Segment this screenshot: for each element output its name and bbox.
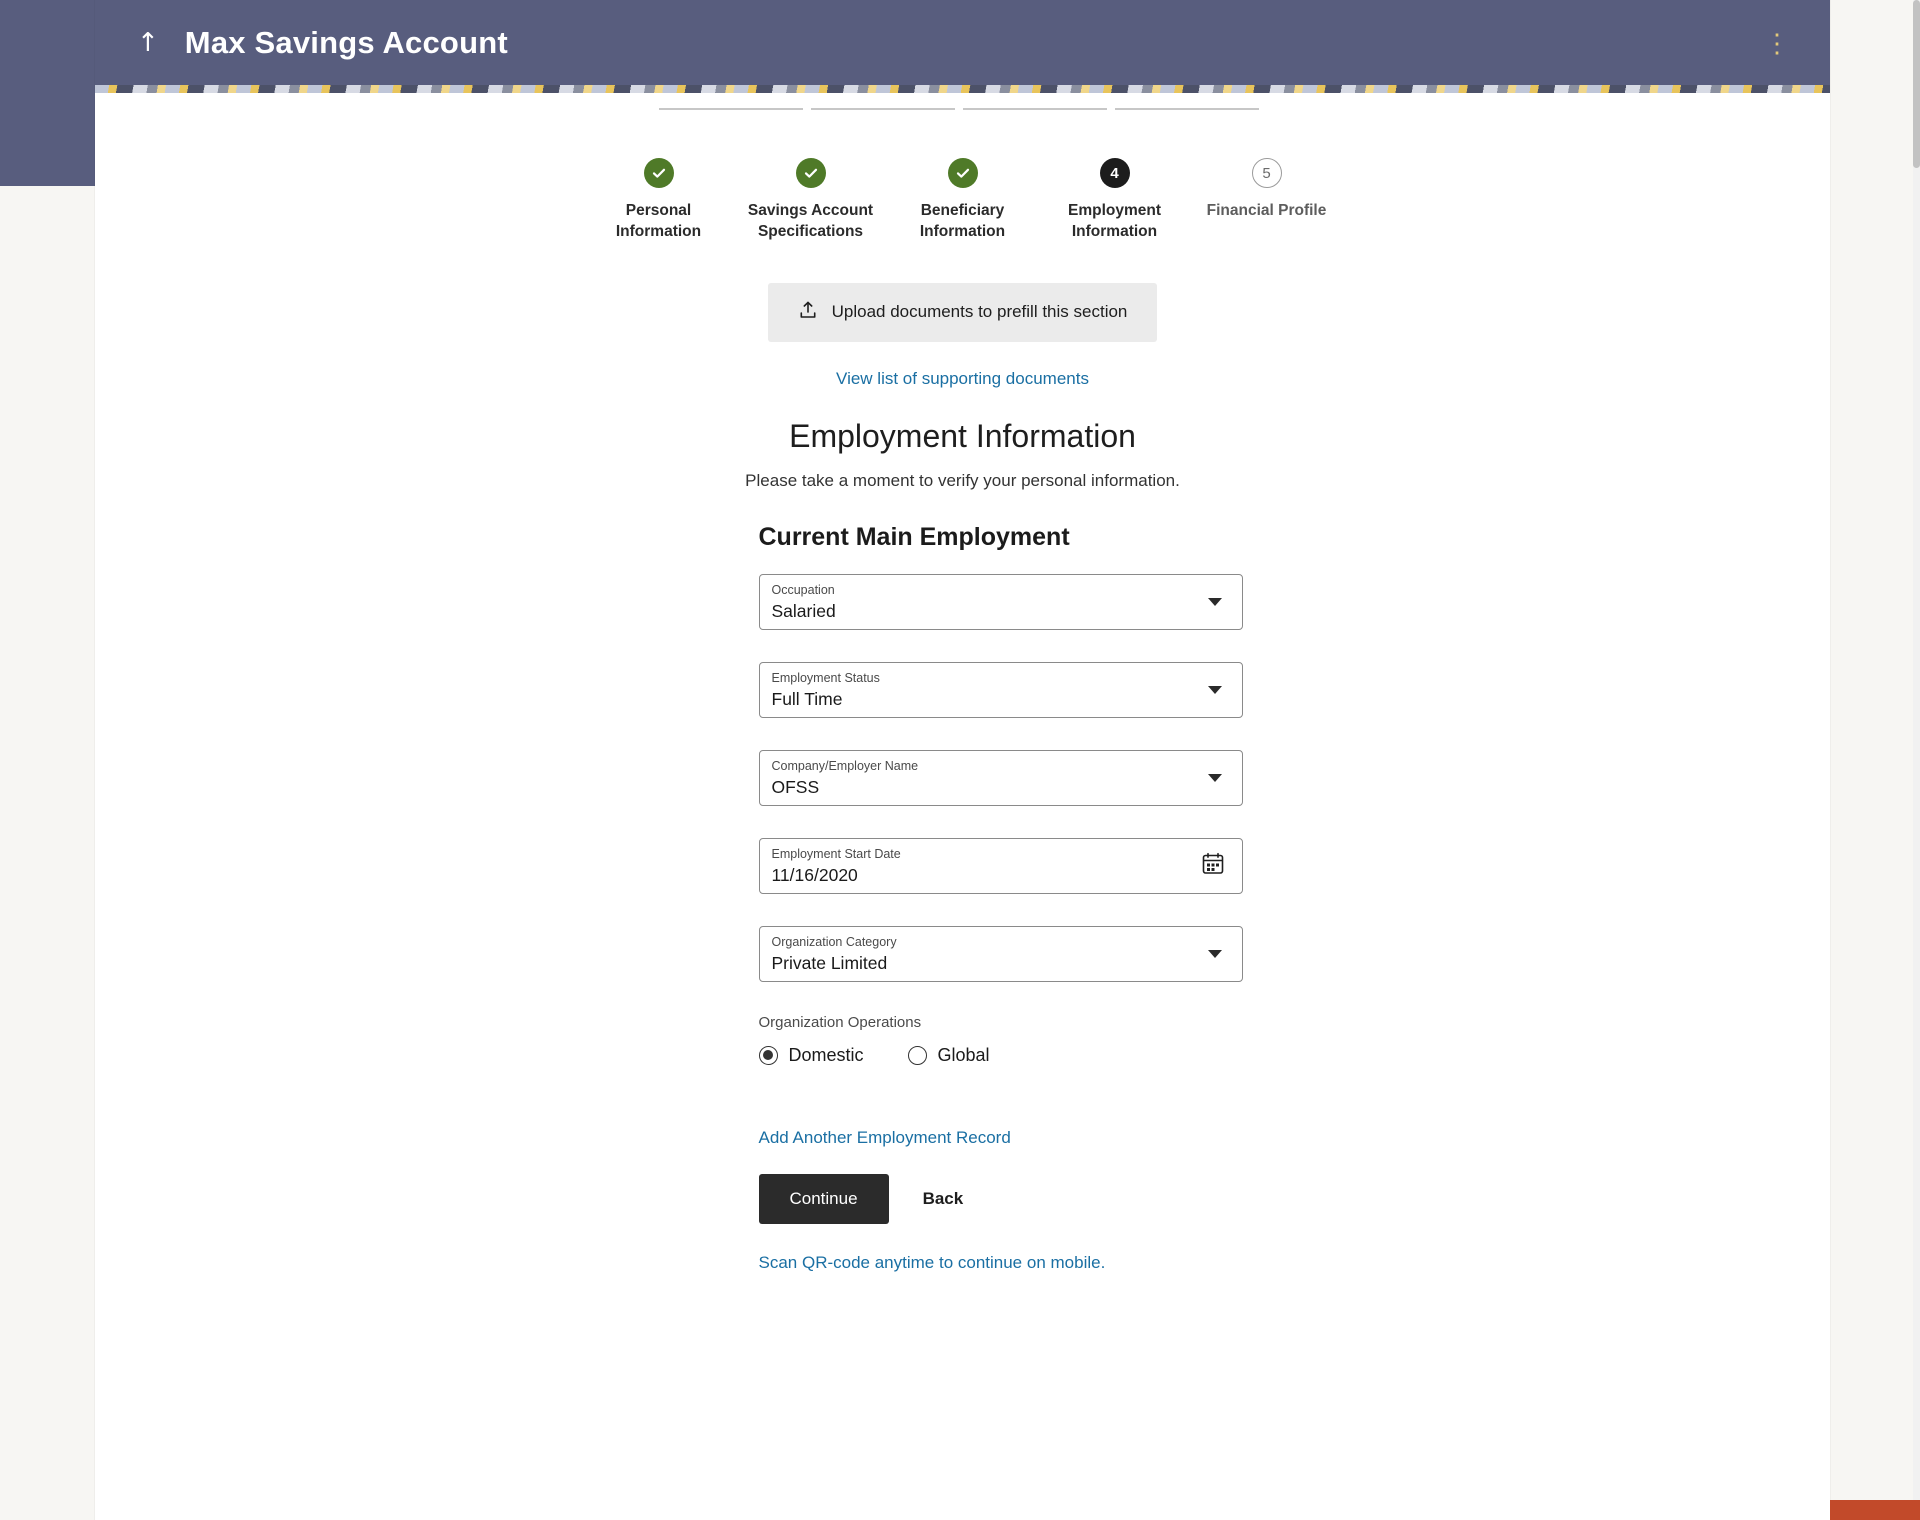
organization-operations-label: Organization Operations xyxy=(758,1013,922,1031)
step-status-icon xyxy=(644,158,674,188)
step-number: 4 xyxy=(1100,158,1130,188)
upload-section xyxy=(95,283,1830,342)
organization-category-label: Organization Category xyxy=(771,934,897,949)
radio-domestic[interactable] xyxy=(759,1045,864,1066)
scrollbar-track[interactable] xyxy=(1913,0,1920,1520)
step-connector xyxy=(1115,108,1259,110)
organization-operations-group xyxy=(759,1045,1299,1066)
section-title: Employment Information xyxy=(789,417,1136,454)
chevron-down-icon[interactable] xyxy=(1208,686,1222,694)
step-status-icon xyxy=(796,158,826,188)
chevron-down-icon[interactable] xyxy=(1208,950,1222,958)
left-accent-band xyxy=(0,0,95,186)
form-actions xyxy=(759,1174,1299,1224)
employment-status-label: Employment Status xyxy=(771,670,880,685)
upload-icon xyxy=(798,300,818,325)
continue-button[interactable]: Continue xyxy=(759,1174,889,1224)
form-group-title: Current Main Employment xyxy=(758,522,1070,551)
step-label: Savings Account Specifications xyxy=(747,202,874,240)
application-window xyxy=(95,0,1830,1520)
employment-start-date-value: 11/16/2020 xyxy=(771,864,858,885)
employment-start-date-field[interactable] xyxy=(759,838,1243,894)
company-employer-value: OFSS xyxy=(771,776,820,797)
company-employer-label: Company/Employer Name xyxy=(771,758,919,773)
upload-button-label: Upload documents to prefill this section xyxy=(831,302,1128,322)
step-label: Personal Information xyxy=(615,202,702,240)
occupation-label: Occupation xyxy=(771,582,835,597)
up-arrow-icon[interactable]: ↑ xyxy=(137,27,159,58)
company-employer-select[interactable] xyxy=(759,750,1243,806)
chevron-down-icon[interactable] xyxy=(1208,598,1222,606)
progress-stepper xyxy=(583,93,1343,243)
step-beneficiary-information[interactable] xyxy=(887,158,1039,243)
step-label: Beneficiary Information xyxy=(919,202,1006,240)
step-label: Financial Profile xyxy=(1206,202,1327,219)
radio-unselected-icon xyxy=(908,1046,927,1065)
step-financial-profile[interactable] xyxy=(1191,158,1343,222)
step-status-icon xyxy=(948,158,978,188)
step-number: 5 xyxy=(1252,158,1282,188)
radio-global[interactable] xyxy=(908,1045,990,1066)
supporting-documents-section xyxy=(95,369,1830,389)
occupation-select[interactable] xyxy=(759,574,1243,630)
page-title: Max Savings Account xyxy=(184,24,508,60)
step-savings-account-specifications[interactable] xyxy=(735,158,887,243)
employment-status-value: Full Time xyxy=(771,688,843,709)
organization-category-select[interactable] xyxy=(759,926,1243,982)
kebab-menu-icon[interactable]: ⋮ xyxy=(1764,27,1790,58)
employment-start-date-label: Employment Start Date xyxy=(771,846,901,861)
section-subtitle: Please take a moment to verify your personal information. xyxy=(745,470,1180,490)
radio-global-label: Global xyxy=(937,1044,990,1065)
radio-selected-icon xyxy=(759,1046,778,1065)
chevron-down-icon[interactable] xyxy=(1208,774,1222,782)
add-another-employment-record-link[interactable]: Add Another Employment Record xyxy=(758,1127,1011,1147)
decorative-banner xyxy=(95,85,1830,93)
calendar-icon[interactable] xyxy=(1200,850,1226,881)
step-connector xyxy=(811,108,955,110)
employment-status-select[interactable] xyxy=(759,662,1243,718)
employment-form xyxy=(759,523,1299,1273)
main-content xyxy=(95,93,1830,1520)
step-label: Employment Information xyxy=(1067,202,1161,240)
step-connector xyxy=(963,108,1107,110)
step-connector xyxy=(659,108,803,110)
app-header xyxy=(95,0,1830,85)
organization-category-value: Private Limited xyxy=(771,952,888,973)
scan-qr-code-link[interactable]: Scan QR-code anytime to continue on mobile. xyxy=(758,1252,1106,1272)
upload-documents-button[interactable] xyxy=(768,283,1158,342)
scrollbar-thumb[interactable] xyxy=(1913,0,1920,168)
view-supporting-documents-link[interactable]: View list of supporting documents xyxy=(836,368,1089,388)
taskbar-accent xyxy=(1830,1500,1920,1520)
step-personal-information[interactable] xyxy=(583,158,735,243)
radio-domestic-label: Domestic xyxy=(788,1044,864,1065)
step-employment-information[interactable] xyxy=(1039,158,1191,243)
occupation-value: Salaried xyxy=(771,600,836,621)
back-button[interactable]: Back xyxy=(909,1174,978,1224)
